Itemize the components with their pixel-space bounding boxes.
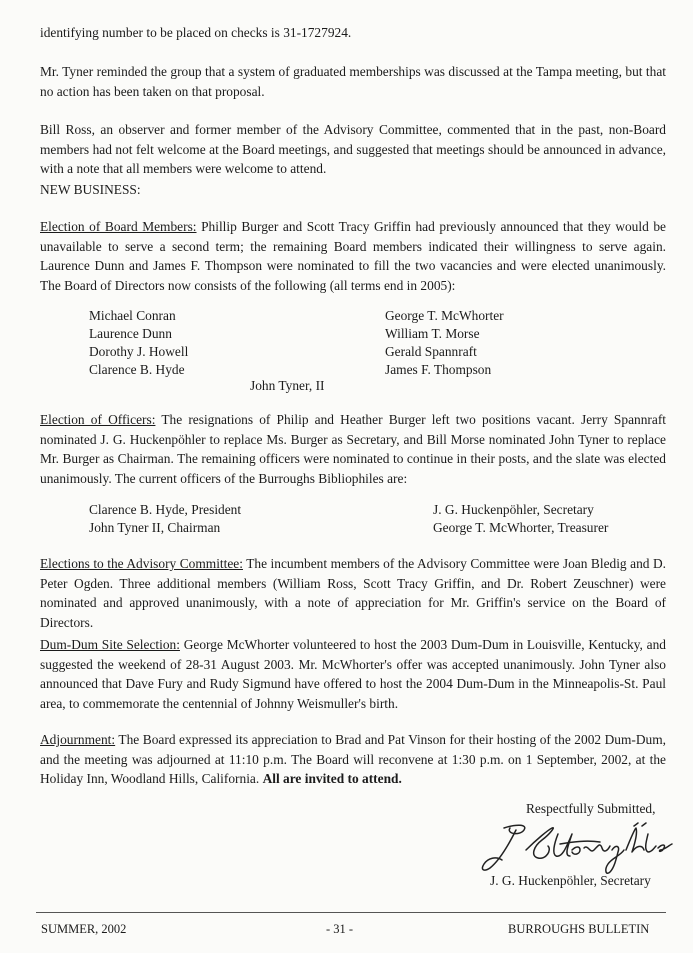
officer: George T. McWhorter, Treasurer xyxy=(433,520,609,535)
adjournment-invite: All are invited to attend. xyxy=(262,771,402,786)
board-member: Dorothy J. Howell xyxy=(89,344,189,359)
signatory-name: J. G. Huckenpöhler, Secretary xyxy=(490,873,651,888)
paragraph-graduated-memberships: Mr. Tyner reminded the group that a system of graduated memberships was discussed at the Tampa meeting, but that no action has been taken on that proposal. xyxy=(40,64,666,99)
officer: Clarence B. Hyde, President xyxy=(89,502,242,517)
closing-text: Respectfully Submitted, xyxy=(526,801,656,816)
heading-new-business: NEW BUSINESS: xyxy=(40,182,141,197)
board-member: Gerald Spannraft xyxy=(385,344,477,359)
footer-page-number: - 31 - xyxy=(326,922,354,936)
board-election-text: Phillip Burger and Scott Tracy Griffin had previously announced that they would be unavailable to serve a second term; the remaining Board members indicated their willingness to serve again. Laurence Dunn and James F. Thompson were nominated to fill the two vacancies and were elected unanimously. The Board of Directors now consists of the following (all terms end in 2005): xyxy=(40,219,667,293)
paragraph-dumdum-site xyxy=(40,635,666,713)
board-member: Laurence Dunn xyxy=(89,326,172,341)
paragraph-adjournment xyxy=(40,730,666,789)
heading-officer-election: Election of Officers: xyxy=(40,412,156,427)
paragraph-bill-ross: Bill Ross, an observer and former member of the Advisory Committee, commented that in the past, non-Board members had not felt welcome at the Board meetings, and suggested that meetings should be announced in advance, with a note that all members were welcome to attend. xyxy=(40,122,666,176)
officer: J. G. Huckenpöhler, Secretary xyxy=(433,502,594,517)
board-member: John Tyner, II xyxy=(250,378,325,393)
footer-issue: SUMMER, 2002 xyxy=(41,922,127,936)
heading-board-election: Election of Board Members: xyxy=(40,219,197,234)
dumdum-site-text: George McWhorter volunteered to host the 2003 Dum-Dum in Louisville, Kentucky, and suggested the weekend of 28-31 August 2003. Mr. McWhorter's offer was accepted unanimously. John Tyner also announced that Dave Fury and Rudy Sigmund have offered to host the 2004 Dum-Dum in the Minneapolis-St. Paul area, to commemorate the centennial of Johnny Weismuller's birth. xyxy=(40,637,666,711)
heading-dumdum-site: Dum-Dum Site Selection: xyxy=(40,637,180,652)
handwritten-signature xyxy=(476,820,676,878)
paragraph-ein: identifying number to be placed on checks is 31-1727924. xyxy=(40,25,352,40)
board-member: William T. Morse xyxy=(385,326,480,341)
heading-adjournment: Adjournment: xyxy=(40,732,116,747)
heading-advisory-committee: Elections to the Advisory Committee: xyxy=(40,556,243,571)
footer-publication: BURROUGHS BULLETIN xyxy=(508,922,650,936)
signature-script-text: J. G. Huckenpöhler xyxy=(476,820,484,821)
advisory-committee-text: The incumbent members of the Advisory Committee were Joan Bledig and D. Peter Ogden. Three additional members (William Ross, Scott Tracy Griffin, and Dr. Robert Zeuschner) were nominated and approved unanimously, with a note of appreciation for Mr. Griffin's service on the Board of Directors. xyxy=(40,556,666,630)
paragraph-board-election xyxy=(40,217,666,295)
paragraph-officer-election xyxy=(40,410,666,488)
officer: John Tyner II, Chairman xyxy=(89,520,221,535)
board-member: Clarence B. Hyde xyxy=(89,362,185,377)
board-member: Michael Conran xyxy=(89,308,176,323)
board-member: George T. McWhorter xyxy=(385,308,504,323)
footer-divider xyxy=(36,912,666,913)
adjournment-text: The Board expressed its appreciation to Brad and Pat Vinson for their hosting of the 2002 Dum-Dum, and the meeting was adjourned at 11:10 p.m. The Board will reconvene at 1:30 p.m. on 1 September, 2002, at the Holiday Inn, Woodland Hills, California. xyxy=(40,732,666,786)
paragraph-advisory-committee xyxy=(40,554,666,632)
board-member: James F. Thompson xyxy=(385,362,492,377)
officer-election-text: The resignations of Philip and Heather Burger left two positions vacant. Jerry Spannraft nominated J. G. Huckenpöhler to replace Ms. Burger as Secretary, and Bill Morse nominated John Tyner to replace Mr. Burger as Chairman. The remaining officers were nominated to continue in their posts, and the slate was elected unanimously. The current officers of the Burroughs Bibliophiles are: xyxy=(40,412,666,486)
